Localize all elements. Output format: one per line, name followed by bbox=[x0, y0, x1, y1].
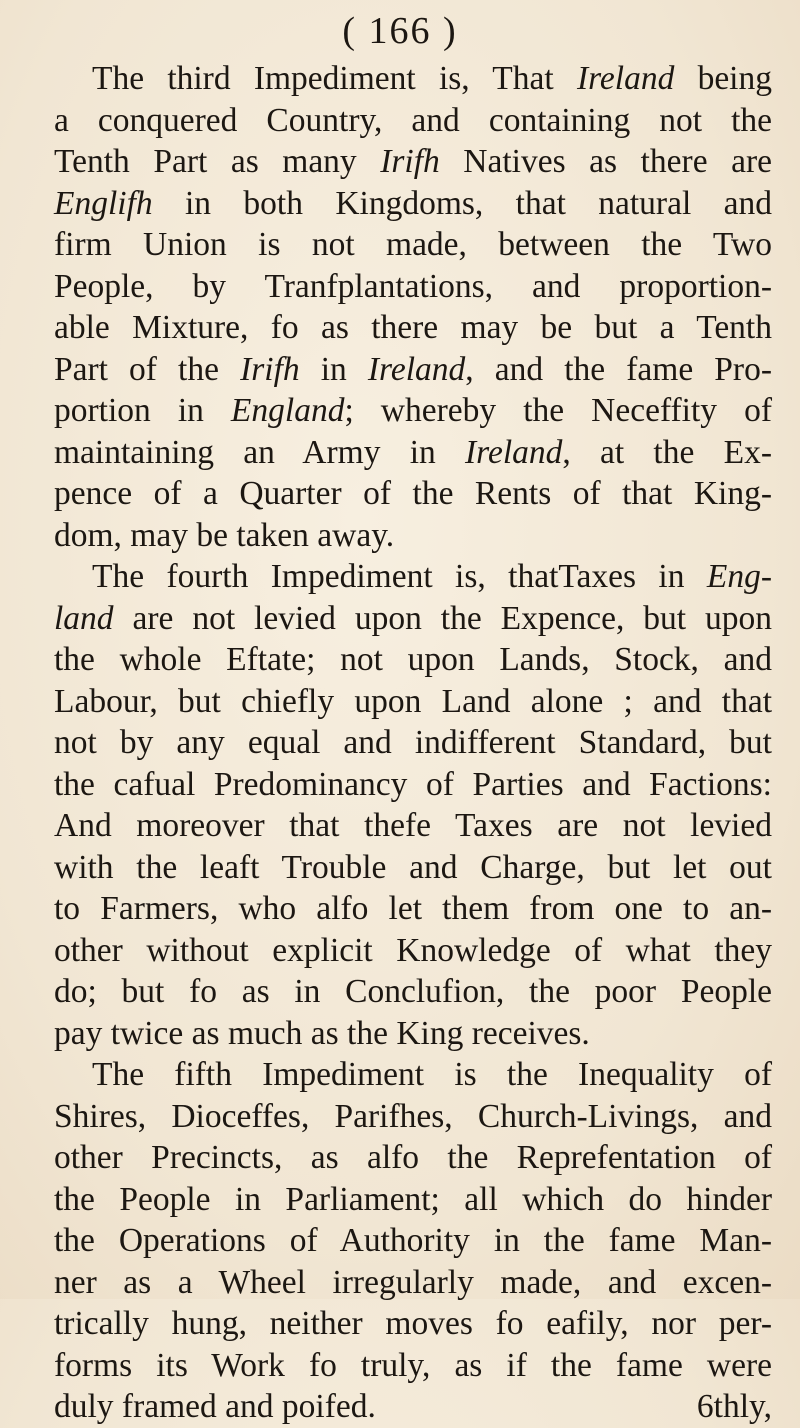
text-line bbox=[54, 1345, 772, 1387]
text-segment: with the leaft Trouble and Charge, but let out bbox=[54, 848, 772, 886]
text-segment: dom, may be taken away. bbox=[54, 516, 395, 554]
text-segment: firm Union is not made, between the Two bbox=[54, 226, 772, 263]
italic-text: Ireland bbox=[576, 60, 675, 97]
text-segment: maintaining an Army in bbox=[54, 433, 465, 471]
text-segment: to Farmers, who alfo let them from one to an- bbox=[54, 890, 772, 927]
text-line bbox=[54, 722, 772, 764]
text-line bbox=[54, 1303, 772, 1345]
text-line bbox=[54, 100, 772, 142]
text-segment: The fourth Impediment is, thatTaxes in bbox=[92, 558, 707, 595]
text-line bbox=[54, 764, 772, 806]
text-segment: People, by Tranfplantations, and proportion- bbox=[54, 267, 772, 305]
text-line bbox=[54, 266, 772, 308]
italic-text: Englifh bbox=[54, 184, 153, 222]
body-text bbox=[54, 58, 772, 1428]
text-line bbox=[54, 349, 772, 391]
italic-text: Irifh bbox=[380, 143, 440, 180]
text-segment: The third Impediment is, That bbox=[92, 60, 577, 97]
italic-text: land bbox=[54, 599, 114, 637]
text-segment: The fifth Impediment is the Inequality of bbox=[92, 1056, 772, 1093]
text-line bbox=[54, 639, 772, 681]
text-segment: ; whereby the Neceffity of bbox=[344, 392, 772, 429]
page-number: ( 166 ) bbox=[342, 10, 458, 52]
text-segment: pence of a Quarter of the Rents of that King- bbox=[54, 475, 772, 512]
text-line bbox=[54, 1054, 772, 1096]
text-line bbox=[54, 1096, 772, 1138]
text-segment: portion in bbox=[54, 392, 231, 429]
text-line bbox=[54, 515, 772, 557]
italic-text: England bbox=[230, 392, 345, 429]
text-line bbox=[54, 183, 772, 225]
text-line bbox=[54, 1262, 772, 1304]
text-segment: other without explicit Knowledge of what they bbox=[54, 931, 772, 969]
text-segment: duly framed and poifed. bbox=[54, 1388, 376, 1425]
italic-text: Ireland bbox=[367, 350, 466, 388]
text-segment: a conquered Country, and containing not the bbox=[54, 101, 772, 139]
text-segment: Natives as there are bbox=[439, 143, 772, 180]
text-line bbox=[54, 473, 772, 515]
text-line bbox=[54, 1179, 772, 1221]
text-line bbox=[54, 847, 772, 889]
text-segment: are not levied upon the Expence, but upon bbox=[113, 599, 772, 637]
text-segment: Tenth Part as many bbox=[54, 143, 381, 180]
italic-text: Eng- bbox=[706, 558, 772, 595]
text-segment: other Precincts, as alfo the Reprefentation of bbox=[54, 1139, 772, 1176]
text-line bbox=[54, 1013, 772, 1055]
text-segment: able Mixture, fo as there may be but a Tenth bbox=[54, 309, 772, 346]
text-segment: the whole Eftate; not upon Lands, Stock, and bbox=[54, 641, 772, 678]
text-line bbox=[54, 1137, 772, 1179]
text-segment: Labour, but chiefly upon Land alone ; and that bbox=[54, 682, 772, 720]
text-line bbox=[54, 307, 772, 349]
italic-text: Ireland bbox=[465, 433, 563, 471]
text-segment: the cafual Predominancy of Parties and Factions: bbox=[54, 765, 772, 803]
text-segment: And moreover that thefe Taxes are not levied bbox=[54, 807, 772, 844]
text-line bbox=[54, 598, 772, 640]
text-segment: forms its Work fo truly, as if the fame were bbox=[54, 1346, 772, 1384]
text-segment: trically hung, neither moves fo eafily, nor per- bbox=[54, 1305, 772, 1342]
catchword: 6thly, bbox=[696, 1388, 772, 1425]
final-line bbox=[54, 1386, 772, 1428]
text-line bbox=[54, 141, 772, 183]
text-segment: the People in Parliament; all which do hinder bbox=[54, 1180, 772, 1218]
text-segment: the Operations of Authority in the fame Man- bbox=[54, 1222, 772, 1259]
text-line bbox=[54, 681, 772, 723]
text-segment: do; but fo as in Conclufion, the poor People bbox=[54, 973, 772, 1010]
text-segment: ner as a Wheel irregularly made, and excen- bbox=[54, 1263, 772, 1301]
text-segment: , at the Ex- bbox=[562, 433, 772, 471]
text-segment: , and the fame Pro- bbox=[465, 350, 772, 388]
text-segment: Part of the bbox=[54, 350, 241, 388]
text-line bbox=[54, 432, 772, 474]
text-line bbox=[54, 390, 772, 432]
text-line bbox=[54, 930, 772, 972]
text-line bbox=[54, 1220, 772, 1262]
text-segment: Shires, Dioceffes, Parifhes, Church-Livings, and bbox=[54, 1097, 772, 1135]
text-segment: in both Kingdoms, that natural and bbox=[152, 184, 772, 222]
text-line bbox=[54, 58, 772, 100]
text-line bbox=[54, 805, 772, 847]
text-line bbox=[54, 888, 772, 930]
text-line bbox=[54, 224, 772, 266]
text-segment: not by any equal and indifferent Standard, but bbox=[54, 724, 772, 761]
text-segment: in bbox=[299, 350, 368, 388]
italic-text: Irifh bbox=[240, 350, 300, 388]
text-segment: being bbox=[674, 60, 772, 97]
text-segment: pay twice as much as the King receives. bbox=[54, 1014, 590, 1052]
text-line bbox=[54, 971, 772, 1013]
text-line bbox=[54, 556, 772, 598]
